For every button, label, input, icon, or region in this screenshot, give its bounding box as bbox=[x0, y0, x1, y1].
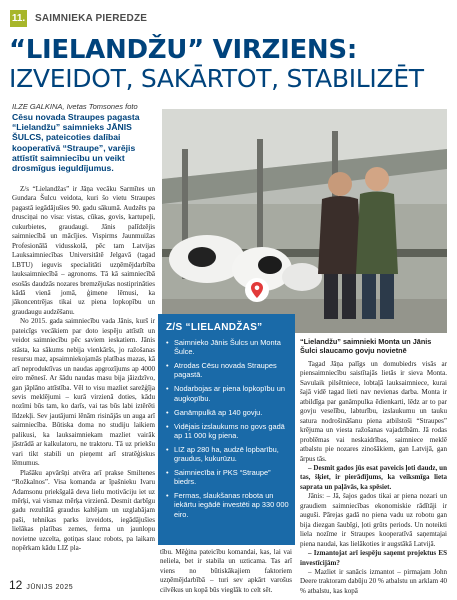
info-item: • LIZ ap 280 ha, audzē lopbarību, graudus, kukurūzu. bbox=[166, 445, 290, 463]
headline-line1: “LIELANDŽU” VIRZIENS: bbox=[9, 35, 357, 65]
section-header bbox=[10, 10, 147, 27]
section-label: SAIMNIEKA PIEREDZE bbox=[35, 13, 148, 24]
body-paragraph: – Mazliet ir sanācis izmantot – pirmajam John Deere traktoram dabūju 20 % atbalstu un arklam 40 % atbalstu, kas kopā bbox=[300, 567, 447, 595]
info-item: • Fermas, slaukšanas robota un iekārtu iegādē investēti ap 330 000 eiro. bbox=[166, 491, 290, 519]
headline-line2: IZVEIDOT, SAKĀRTOT, STABILIZĒT bbox=[9, 64, 424, 93]
photo-caption: “Lielandžu” saimnieki Monta un Jānis Šulci slaucamo govju novietnē bbox=[300, 337, 432, 356]
info-box bbox=[158, 314, 295, 545]
info-item: • Nodarbojas ar piena lopkopību un augkopību. bbox=[166, 384, 290, 402]
info-item: • Ganāmpulkā ap 140 govju. bbox=[166, 408, 290, 417]
info-item: • Vidējais izslaukums no govs gadā ap 11 000 kg piena. bbox=[166, 422, 290, 440]
body-paragraph: Z/s “Lielandžas” ir Jāņa vecāku Sarmītes un Gundara Šulcu veidota, kuri šo vietu Straupes pagastā iegādājušies 90. gadu sākumā. Audzēts pa drusciņai no visa: vistas, cūkas, govis, kartupeļi, cukurbietes, graudaugi. Jānis palīdzējis saimniecībā un mācījies. Vispirms Jaunmuižas Profesionālā vidusskolā, pēc tam Latvijas Lauksaimniecības Universitātē Jelgavā (tagad LBTU) ieguvis specialitāti uzņēmējdarbība lauksaimniecībā – agronoms. Tā kā saimniecībā esošās daudzās nozares bremzējušas nostiprināties kādā vienā jomā, ģimene lēmusi, ka jākoncentrējas tikai uz piena lopkopību un graudaugu audzēšanu. bbox=[12, 185, 155, 316]
page-footer bbox=[9, 578, 73, 592]
byline: ILZE GALKINA, Ivetas Tomsones foto bbox=[12, 102, 138, 111]
issue-date: JŪNIJS 2025 bbox=[26, 584, 74, 591]
info-box-title: Z/S “LIELANDŽAS” bbox=[166, 322, 263, 333]
info-item: • Saimnieko Jānis Šulcs un Monta Šulce. bbox=[166, 338, 290, 356]
barn-photo-illustration bbox=[162, 109, 447, 333]
location-pin-icon bbox=[245, 278, 269, 302]
farm-photo bbox=[162, 109, 447, 333]
page-number: 12 bbox=[9, 578, 23, 592]
body-paragraph: No 2015. gada saimniecību vada Jānis, kurš ir pateicīgs vecākiem par doto iespēju attīstīt un veidot saimniecību pēc saviem ieskatiem. Jānis stāsta, ka sākums nebija vienkāršs, jo ražošanas resursu maz, apsaimniekojamās platības mazas, kā arī neproduktīvas un naudas apgrozījums ap 4000 eiro mēnesī. Ar šādu naudas masu bija jāizdzīvo, gan jāplāno attīstība. Vēl to visu mazliet sarežģīja sevis meklējumi – kurā virzienā doties, kādu nozīmi būs tam, ko darīs, vai tas būs labi iztērēti līdzekļi. Sev jautājumi lēnām risinājās un auga arī saimniecība. Būtiska doma no studiju laikiem palikusi, ka lauksaimniekam mazliet vairāk jāstrādā ar kalkulatoru, ne traktoru. Tā uz priekšu vari tikt stabili un pieņemt arī stratēģiskus lēmumus. bbox=[12, 317, 155, 468]
interview-question: – Desmit gados jūs esat paveicis ļoti daudz, un tas, šķiet, ir pierādījums, ka veiksmīga lieta saprata un paļāvās, ka spēsiet. bbox=[300, 463, 447, 491]
info-item: • Atrodas Cēsu novada Straupes pagastā. bbox=[166, 361, 290, 379]
body-column-3 bbox=[300, 360, 447, 596]
info-item: • Saimniecība ir PKS “Straupe” biedrs. bbox=[166, 468, 290, 486]
body-column-2 bbox=[160, 548, 292, 595]
body-paragraph: tību. Mēģina pateicību komandai, kas, lai vai neliela, bet ir stabila un uzticama. Tas arī viens no būtiskākajiem faktoriem uzņēmējdarbībā – turi sev apkārt varošus cilvēkus un kopā būs vieglāk to celt sēt. bbox=[160, 548, 292, 594]
body-column-1 bbox=[12, 185, 155, 554]
body-paragraph: Tagad Jāņa palīgs un domubiedrs visās ar piensaimniecību saistītajās lietās ir sieva Monta. Savulaik pilsētniece, lobtaļā lauksaimniece, kurai šajā vidē tagad lieti nav nevienas darba. Monta ir atbildīga par ganāmpulka ēdienkarti, lēdz ar to par govju veselību, labturību, izslaukumu un tauku satura nodrošināšanu piena atbilstoši “Straupes” krējuma un viesta ražošanas vajadzībām. Jā rodas problēmas vai neskaidrības, saimniece meklē atbalstu pie nozares zinošākiem, gan Latvijā, gan ārpus tās. bbox=[300, 360, 447, 463]
interview-question: – Izmantojat arī iespēju saņemt projektus ES investīcijām? bbox=[300, 549, 447, 567]
lead-paragraph: Cēsu novada Straupes pagasta “Lielandžu” saimnieks JĀNIS ŠULCS, pateicoties dalībai kooperatīvā “Straupe”, varējis attīstīt saimniecību un veikt drosmīgus ieguldījumus. bbox=[12, 112, 140, 174]
body-paragraph: Plašāku apvāršņi atvēra arī prakse Smiltenes “Rožkalnos”. Visa komanda ar īpašnieku Ivaru Adamsonu priekšgalā deva lielu motivāciju iet uz mērķi, vai vismaz mērķa virzienā. Desmit darbīgu gadu rezultātā graudus kaltējam un uzglabājam paši, tehnikas parks izveidots, iegādājušies lielākas platības zemes, ferma un jaunlopu novietne uzcelta, gotiņas slauc robots, pa laikam nopērkam kādu LIZ pla- bbox=[12, 468, 155, 553]
info-list bbox=[166, 338, 290, 524]
body-paragraph: Jānis: – Jā, šajos gados tikai ar piena nozari un graudiem saimniecības ekonomiskie rādītāji ir auguši. Pārejas gadā no piena vadu uz robotu gan bija diezgan šaubīgi, ļoti grūts periods. Un noteikti liela nozīme ir Straupes kooperatīvā saņemtajai piena naudai, kas lielākoties ir augstākā Latvijā. bbox=[300, 492, 447, 548]
section-number-box: 11. bbox=[10, 10, 27, 27]
